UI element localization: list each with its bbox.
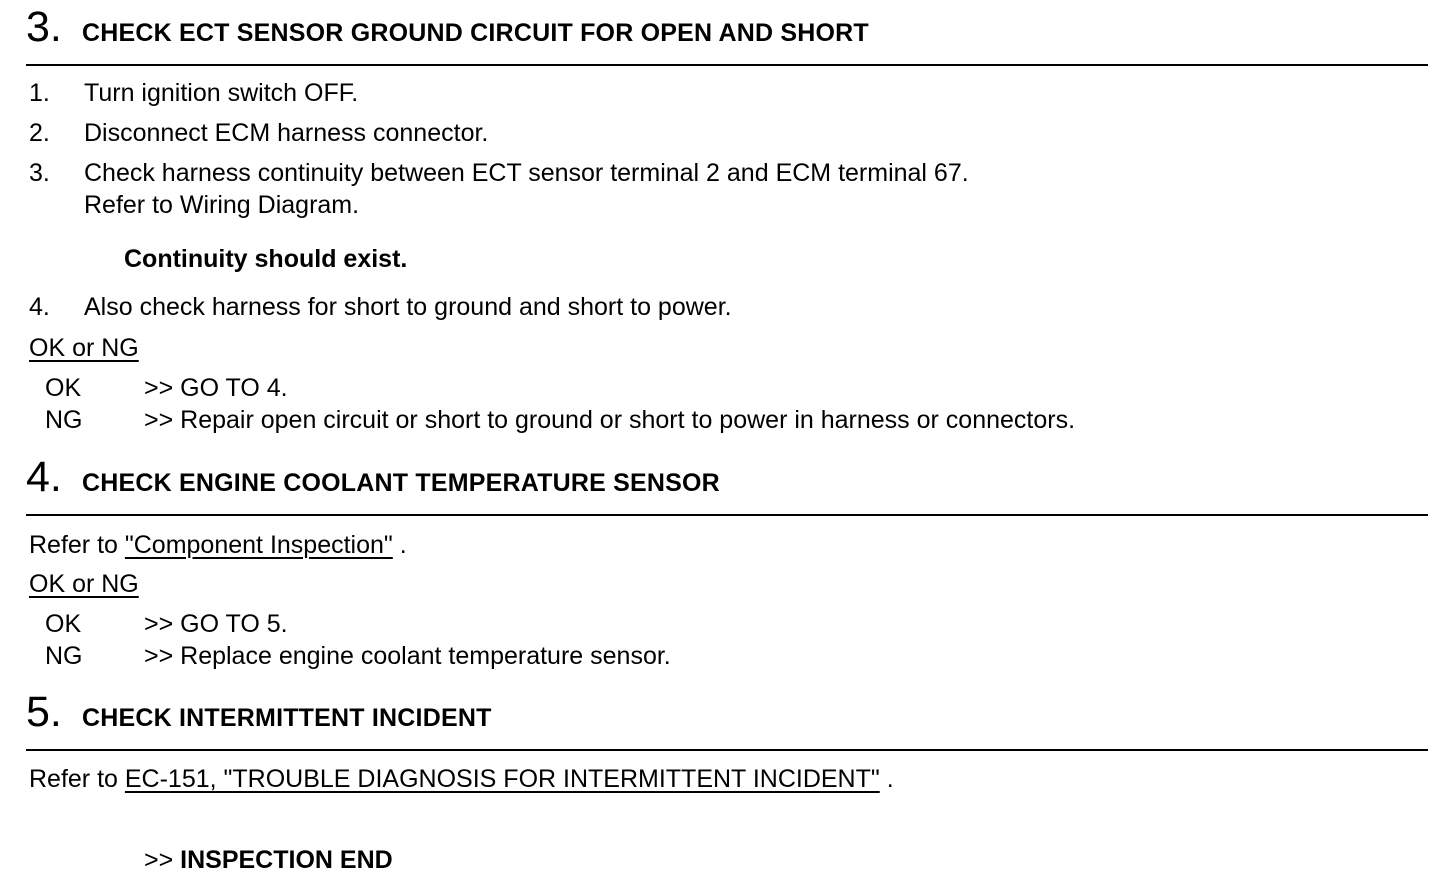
refer-suffix: .	[879, 765, 894, 793]
step-number: 4.	[29, 293, 50, 321]
section-3-header	[26, 3, 1428, 66]
ok-text: >> GO TO 4.	[144, 374, 288, 402]
refer-line	[29, 530, 407, 560]
step-text: Check harness continuity between ECT sensor terminal 2 and ECM terminal 67.	[84, 159, 969, 187]
ok-or-ng-label: OK or NG	[29, 570, 139, 598]
step-number: 1.	[29, 79, 50, 107]
ok-label: OK	[45, 374, 82, 402]
step-number: 2.	[29, 119, 50, 147]
ok-or-ng-label: OK or NG	[29, 334, 139, 362]
ng-text: >> Repair open circuit or short to ground or short to power in harness or connectors.	[144, 406, 1076, 434]
refer-prefix: Refer to	[29, 765, 125, 793]
section-title: CHECK ECT SENSOR GROUND CIRCUIT FOR OPEN AND SHORT	[82, 19, 869, 47]
ng-label: NG	[45, 642, 83, 670]
section-title: CHECK ENGINE COOLANT TEMPERATURE SENSOR	[82, 469, 720, 497]
refer-prefix: Refer to	[29, 531, 125, 559]
step-text: Disconnect ECM harness connector.	[84, 119, 489, 147]
step-3-continued	[84, 190, 359, 220]
step-text: Turn ignition switch OFF.	[84, 79, 359, 107]
note-text: Continuity should exist.	[124, 245, 408, 273]
ng-label: NG	[45, 406, 83, 434]
section-title: CHECK INTERMITTENT INCIDENT	[82, 704, 492, 732]
refer-suffix: .	[392, 531, 407, 559]
ok-label: OK	[45, 610, 82, 638]
step-number: 3.	[29, 159, 50, 187]
continuity-note	[124, 244, 407, 274]
section-number: 4.	[26, 453, 62, 501]
section-5-header	[26, 688, 1428, 751]
end-text: INSPECTION END	[180, 846, 393, 874]
step-text: Refer to Wiring Diagram.	[84, 191, 360, 219]
section-number: 5.	[26, 688, 62, 736]
inspection-end	[144, 845, 393, 875]
section-number: 3.	[26, 3, 62, 51]
step-text: Also check harness for short to ground and short to power.	[84, 293, 732, 321]
intermittent-incident-link[interactable]: EC-151, "TROUBLE DIAGNOSIS FOR INTERMITTENT INCIDENT"	[124, 765, 880, 793]
end-prefix: >>	[144, 846, 181, 874]
section-4-header	[26, 453, 1428, 516]
ok-text: >> GO TO 5.	[144, 610, 288, 638]
component-inspection-link[interactable]: "Component Inspection"	[124, 531, 393, 559]
refer-line	[29, 764, 894, 794]
ng-text: >> Replace engine coolant temperature sensor.	[144, 642, 671, 670]
